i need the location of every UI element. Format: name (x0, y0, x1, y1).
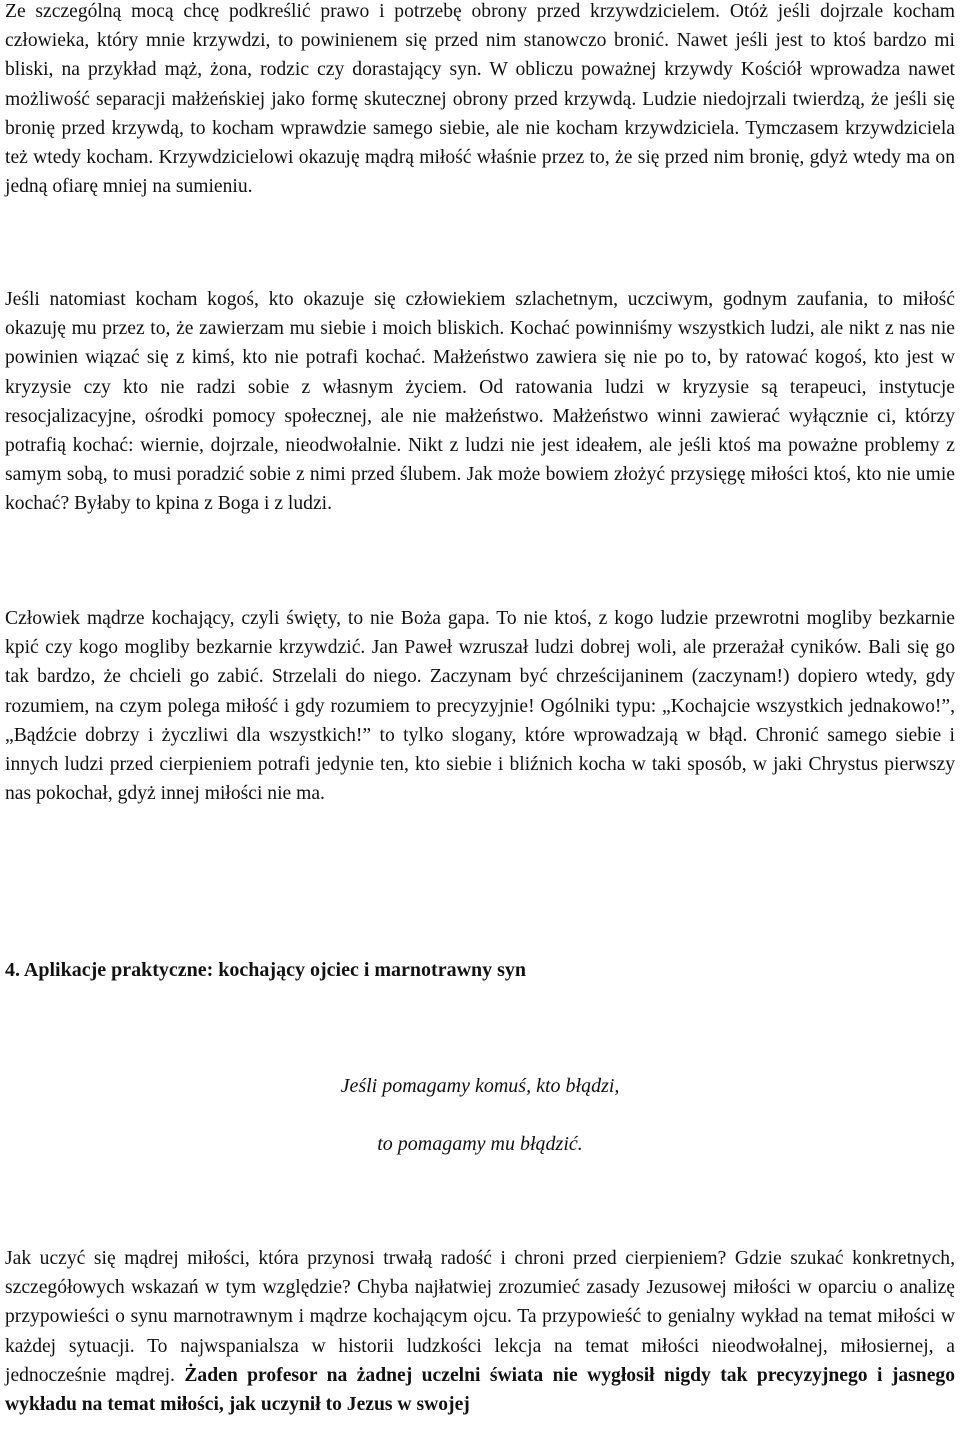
epigraph-line: to pomagamy mu błądzić. (377, 1133, 583, 1155)
body-paragraph (5, 1244, 955, 1419)
bold-statement: Żaden profesor na żadnej uczelni świata nie wygłosił nigdy tak precyzyjnego i jasnego wykładu na temat miłości, jak uczynił to Jezus w swojej (5, 1364, 955, 1416)
epigraph-line: Jeśli pomagamy komuś, kto błądzi, (340, 1075, 620, 1097)
body-paragraph: Ze szczególną mocą chcę podkreślić prawo i potrzebę obrony przed krzywdzicielem. Otóż jeśli dojrzale kocham człowieka, który mnie krzywdzi, to powinienem się przed nim stanowczo bronić. Nawet jeśli jest to ktoś bardzo mi bliski, na przykład mąż, żona, rodzic czy dorastający syn. W obliczu poważnej krzywdy Kościół wprowadza nawet możliwość separacji małżeńskiej jako formę skutecznej obrony przed krzywdą. Ludzie niedojrzali twierdzą, że jeśli się bronię przed krzywdą, to kocham wprawdzie samego siebie, ale nie kocham krzywdziciela. Tymczasem krzywdziciela też wtedy kocham. Krzywdzicielowi okazuję mądrą miłość właśnie przez to, że się przed nim bronię, gdyż wtedy ma on jedną ofiarę mniej na sumieniu. (5, 1, 955, 198)
body-paragraph: Jeśli natomiast kocham kogoś, kto okazuje się człowiekiem szlachetnym, uczciwym, godnym zaufania, to miłość okazuję mu przez to, że zawierzam mu siebie i moich bliskich. Kochać powinniśmy wszystkich ludzi, ale nikt z nas nie powinien wiązać się z kimś, kto nie potrafi kochać. Małżeństwo zawiera się nie po to, by ratować kogoś, kto jest w kryzysie czy kto nie radzi sobie z własnym życiem. Od ratowania ludzi w kryzysie są terapeuci, instytucje resocjalizacyjne, ośrodki pomocy społecznej, ale nie małżeństwo. Małżeństwo winni zawierać wyłącznie ci, którzy potrafią kochać: wiernie, dojrzale, nieodwołalnie. Nikt z ludzi nie jest ideałem, ale jeśli ktoś ma poważne problemy z samym sobą, to musi poradzić sobie z nimi przed ślubem. Jak może bowiem złożyć przysięgę miłości ktoś, kto nie umie kochać? Byłaby to kpina z Boga i z ludzi. (5, 289, 955, 515)
body-paragraph: Człowiek mądrze kochający, czyli święty, to nie Boża gapa. To nie ktoś, z kogo ludzie przewrotni mogliby bezkarnie kpić czy kogo mogliby bezkarnie krzywdzić. Jan Paweł wzruszał ludzi dobrej woli, ale przerażał cyników. Bali się go tak bardzo, że chcieli go zabić. Strzelali do niego. Zaczynam być chrześcijaninem (zaczynam!) dopiero wtedy, gdy rozumiem, na czym polega miłość i gdy rozumiem to precyzyjnie! Ogólniki typu: „Kochajcie wszystkich jednakowo!”, „Bądźcie dobrzy i życzliwi dla wszystkich!” to tylko slogany, które wprowadzają w błąd. Chronić samego siebie i innych ludzi przed cierpieniem potrafi jedynie ten, kto siebie i bliźnich kocha w taki sposób, w jaki Chrystus pierwszy nas pokochał, gdyż innej miłości nie ma. (5, 608, 955, 805)
section-heading: 4. Aplikacje praktyczne: kochający ojciec i marnotrawny syn (5, 959, 527, 981)
paragraph-text: Jak uczyć się mądrej miłości, która przynosi trwałą radość i chroni przed cierpieniem? Gdzie szukać konkretnych, szczegółowych wskazań w tym względzie? Chyba najłatwiej zrozumieć zasady Jezusowej miłości w oparciu o analizę przypowieści o synu marnotrawnym i mądrze kochającym ojcu. Ta przypowieść to genialny wykład na temat miłości w każdej sytuacji. To najwspanialsza w historii ludzkości lekcja na temat miłości nieodwołalnej, miłosiernej, a jednocześnie mądrej. (5, 1248, 955, 1386)
